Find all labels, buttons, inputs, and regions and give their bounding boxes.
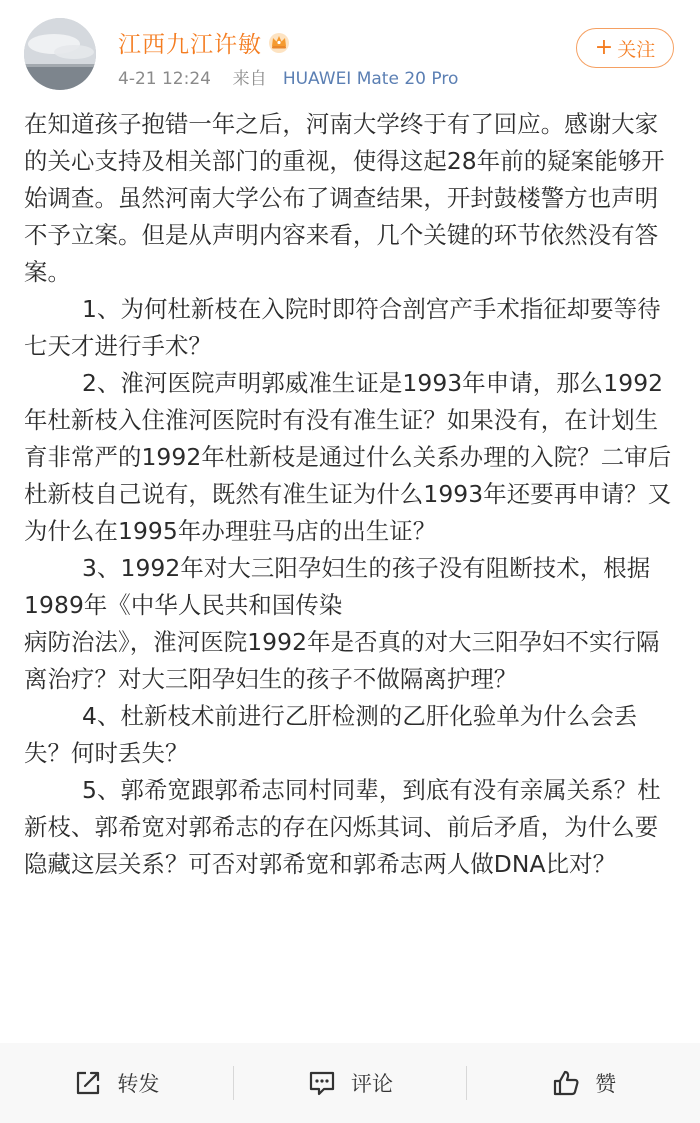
follow-label: 关注 bbox=[617, 38, 656, 61]
post-question-5: 5、郭希宽跟郭希志同村同辈，到底有没有亲属关系？杜新枝、郭希宽对郭希志的存在闪烁其词、前后矛盾，为什么要隐藏这层关系？可否对郭希宽和郭希志两人做DNA比对？ bbox=[24, 776, 661, 878]
like-label: 赞 bbox=[595, 1072, 617, 1096]
source-prefix: 来自 bbox=[232, 69, 267, 89]
avatar[interactable] bbox=[24, 18, 96, 90]
post-header bbox=[0, 0, 700, 110]
user-name[interactable]: 江西九江许敏 bbox=[118, 31, 262, 58]
post-question-2: 2、淮河医院声明郭威准生证是1993年申请，那么1992年杜新枝入住淮河医院时有没有准生证？如果没有，在计划生育非常严的1992年杜新枝是通过什么关系办理的入院？二审后杜新枝自己说有，既然有准生证为什么1993年还要再申请？又为什么在1995年办理驻马店的出生证？ bbox=[24, 369, 672, 545]
avatar-image bbox=[24, 18, 96, 90]
follow-button[interactable] bbox=[576, 28, 674, 68]
thumbs-up-icon bbox=[551, 1068, 581, 1098]
comment-label: 评论 bbox=[351, 1072, 393, 1096]
plus-icon: + bbox=[594, 35, 614, 60]
repost-icon bbox=[73, 1068, 103, 1098]
post-paragraph-intro: 在知道孩子抱错一年之后，河南大学终于有了回应。感谢大家的关心支持及相关部门的重视，使得这起28年前的疑案能够开始调查。虽然河南大学公布了调查结果，开封鼓楼警方也声明不予立案。但是从声明内容来看，几个关键的环节依然没有答案。 bbox=[24, 110, 665, 286]
crown-icon[interactable] bbox=[268, 31, 290, 53]
name-row bbox=[118, 24, 290, 60]
post-question-3-line1: 3、1992年对大三阳孕妇生的孩子没有阻断技术，根据1989年《中华人民共和国传染 bbox=[24, 554, 651, 619]
repost-button[interactable] bbox=[0, 1043, 233, 1123]
comment-icon bbox=[307, 1068, 337, 1098]
repost-label: 转发 bbox=[117, 1072, 160, 1096]
post-timestamp: 4-21 12:24 bbox=[118, 69, 211, 89]
post-meta bbox=[118, 64, 458, 89]
post-question-3 bbox=[24, 550, 678, 698]
post-question-3-rest: 病防治法》，淮河医院1992年是否真的对大三阳孕妇不实行隔离治疗？对大三阳孕妇生的孩子不做隔离护理？ bbox=[24, 628, 660, 693]
post-text bbox=[24, 106, 678, 883]
like-button[interactable] bbox=[467, 1043, 700, 1123]
comment-button[interactable] bbox=[234, 1043, 467, 1123]
device-link[interactable]: HUAWEI Mate 20 Pro bbox=[282, 69, 459, 89]
action-bar bbox=[0, 1043, 700, 1123]
post-question-1: 1、为何杜新枝在入院时即符合剖宫产手术指征却要等待七天才进行手术？ bbox=[24, 295, 661, 360]
post-question-4: 4、杜新枝术前进行乙肝检测的乙肝化验单为什么会丢失？何时丢失？ bbox=[24, 702, 638, 767]
